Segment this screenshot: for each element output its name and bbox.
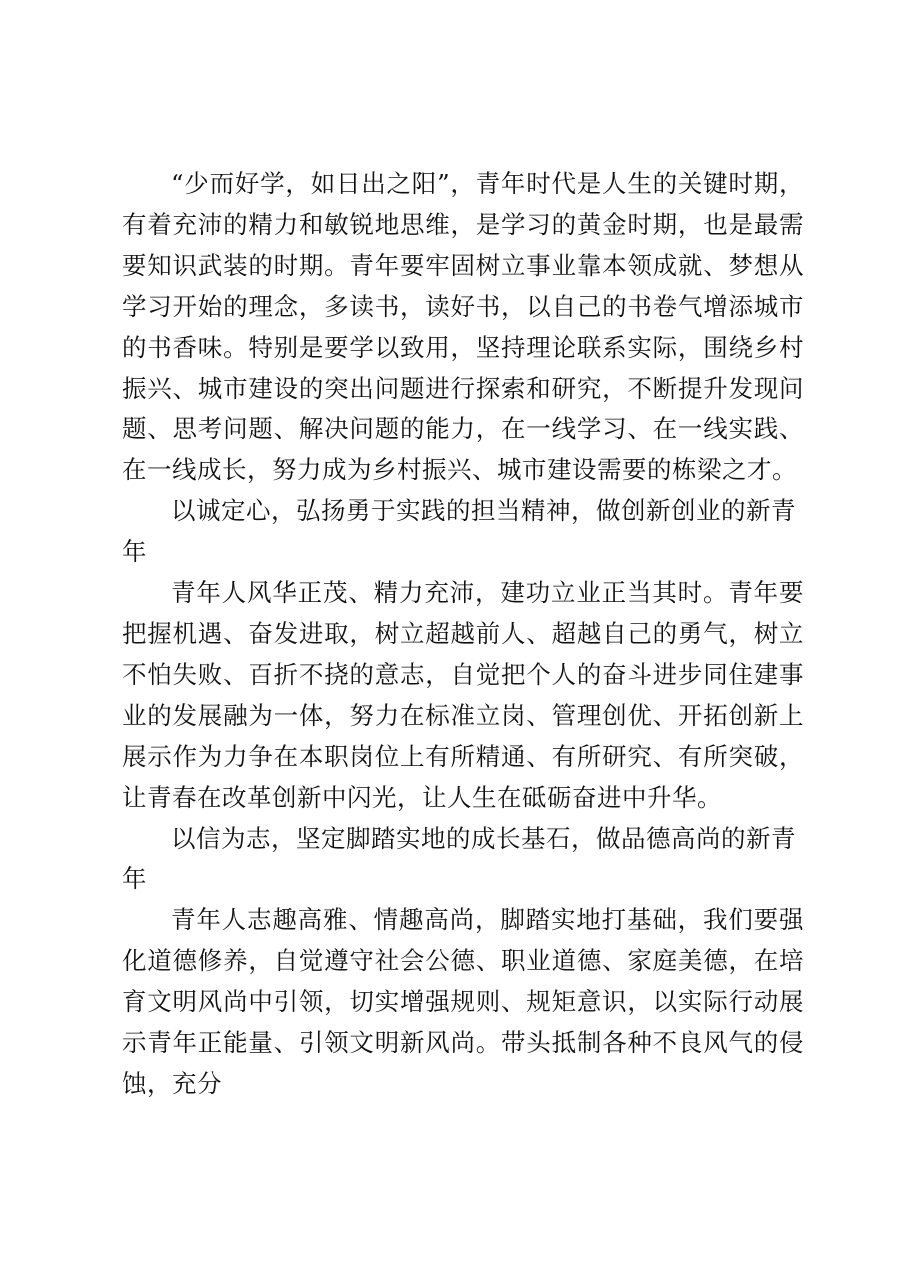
section-heading-faith: 以信为志，坚定脚踏实地的成长基石，做品德高尚的新青年: [122, 823, 796, 894]
document-body: [122, 164, 804, 1105]
paragraph-morality: 青年人志趣高雅、情趣高尚，脚踏实地打基础，我们要强化道德修养，自觉遵守社会公德、职业道德、家庭美德，在培育文明风尚中引领，切实增强规则、规矩意识，以实际行动展示青年正能量、引领文明新风尚。带头抵制各种不良风气的侵蚀，充分: [122, 905, 804, 1098]
paragraph-study: “少而好学，如日出之阳”，青年时代是人生的关键时期，有着充沛的精力和敏锐地思维，是学习的黄金时期，也是最需要知识武装的时期。青年要牢固树立事业靠本领成就、梦想从学习开始的理念，多读书，读好书，以自己的书卷气增添城市的书香味。特别是要学以致用，坚持理论联系实际，围绕乡村振兴、城市建设的突出问题进行探索和研究，不断提升发现问题、思考问题、解决问题的能力，在一线学习、在一线实践、在一线成长，努力成为乡村振兴、城市建设需要的栋梁之才。: [122, 169, 804, 485]
paragraph-innovation: 青年人风华正茂、精力充沛，建功立业正当其时。青年要把握机遇、奋发进取，树立超越前人、超越自己的勇气，树立不怕失败、百折不挠的意志，自觉把个人的奋斗进步同住建事业的发展融为一体，努力在标准立岗、管理创优、开拓创新上展示作为力争在本职岗位上有所精通、有所研究、有所突破，让青春在改革创新中闪光，让人生在砥砺奋进中升华。: [122, 578, 804, 812]
section-heading-sincerity: 以诚定心，弘扬勇于实践的担当精神，做创新创业的新青年: [122, 496, 796, 567]
